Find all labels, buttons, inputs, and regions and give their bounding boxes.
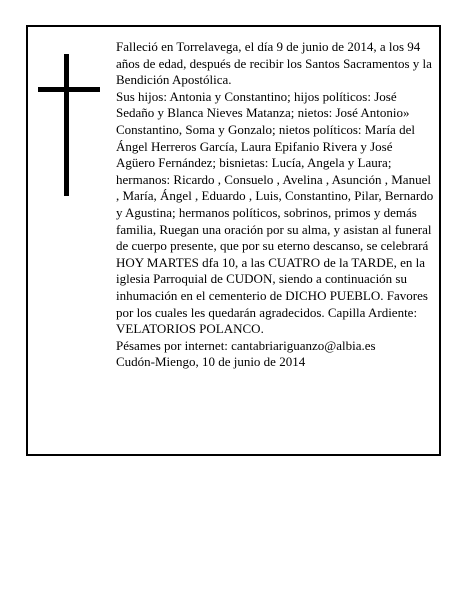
latin-cross-icon <box>38 54 100 196</box>
place-and-date: Cudón-Miengo, 10 de junio de 2014 <box>116 354 306 370</box>
condolences-contact: Pésames por internet: cantabriariguanzo@albia.es <box>116 337 376 353</box>
obituary-notice <box>26 25 441 456</box>
family-and-funeral-details: Sus hijos: Antonia y Constantino; hijos políticos: José Sedaño y Blanca Nieves Matanza; nietos: José Antonio» Constantino, Soma y Gonzalo; nietos políticos: María del Ángel Herreros García, Laura Epifanio Rivera y José Agüero Fernández; bisnietas: Lucía, Angela y Laura; hermanos: Ricardo , Consuelo , Avelina , Asunción , Manuel , María, Ángel , Eduardo , Luis, Constantino, Pilar, Bernardo y Agustina; hermanos políticos, sobrinos, primos y demás familia, Ruegan una oración por su alma, y asistan al funeral de cuerpo presente, que por su eterno descanso, se celebrará HOY MARTES dfa 10, a las CUATRO de la TARDE, en la iglesia Parroquial de CUDON, siendo a continuación su inhumación en el cementerio de DICHO PUEBLO. Favores por los cuales les quedarán agradecidos. Capilla Ardiente: VELATORIOS POLANCO. <box>116 88 434 337</box>
cross-vertical-bar <box>64 54 69 196</box>
notice-text <box>116 39 434 371</box>
death-announcement: Falleció en Torrelavega, el día 9 de junio de 2014, a los 94 años de edad, después de recibir los Santos Sacramentos y la Bendición Apostólica. <box>116 39 432 88</box>
cross-horizontal-bar <box>38 87 100 92</box>
